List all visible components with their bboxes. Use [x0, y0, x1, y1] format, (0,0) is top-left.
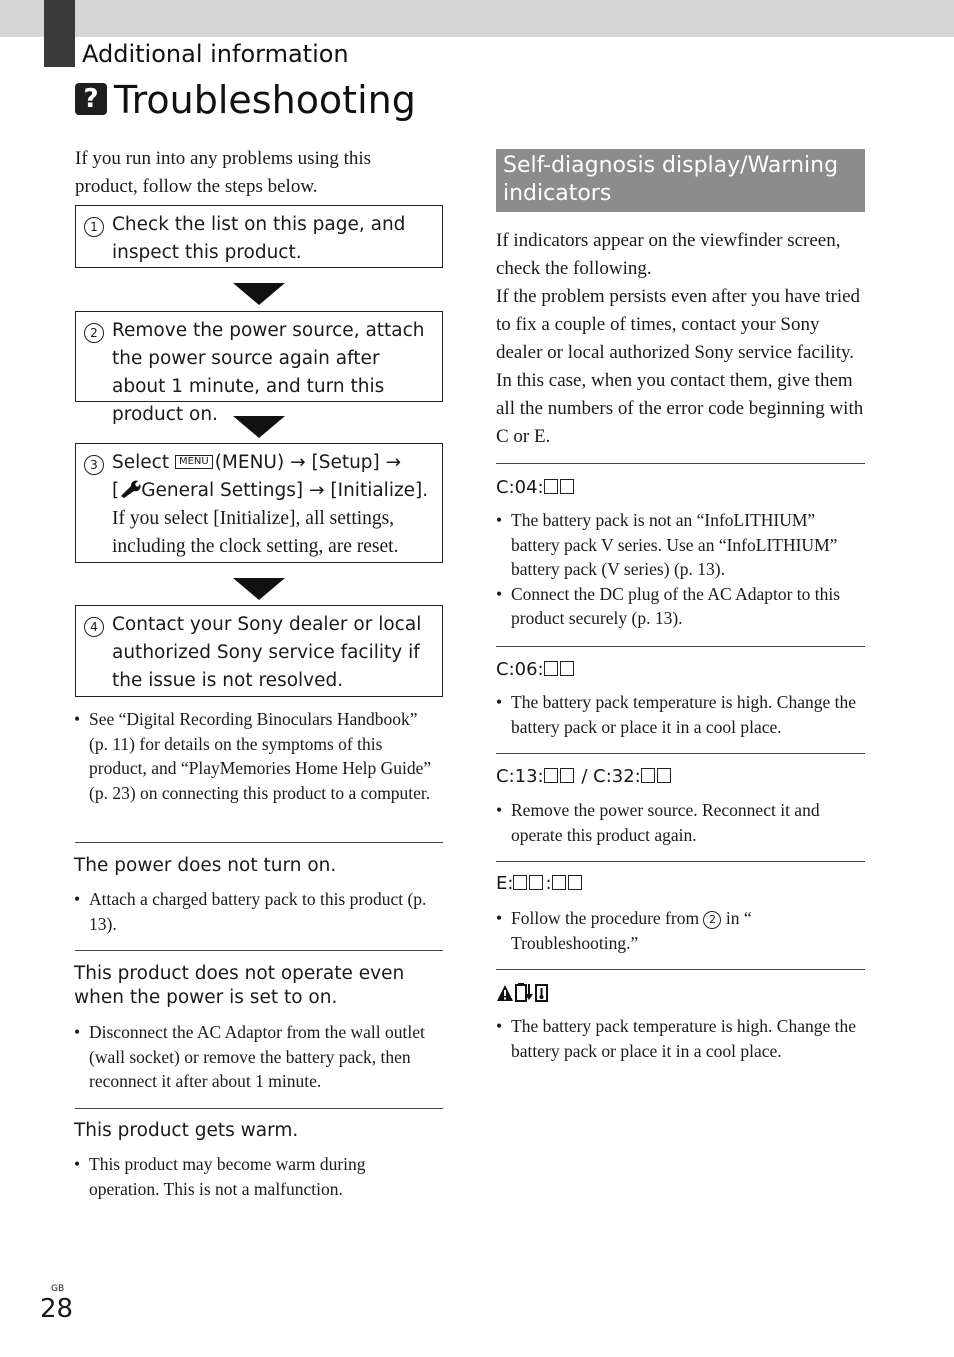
- step-number: 3: [84, 455, 104, 475]
- error-code-prefix: C:04:: [496, 477, 544, 498]
- digit-placeholder-icon: [544, 768, 558, 783]
- see-note-list: [74, 707, 434, 805]
- step-text: Contact your Sony dealer or local authorized Sony service facility if the issue is not resolved.: [112, 614, 422, 691]
- error-code-prefix: C:06:: [496, 659, 544, 680]
- list-item: • The battery pack temperature is high. Change the battery pack or place it in a cool place.: [496, 1014, 865, 1063]
- battery-temperature-warning-icon: [496, 982, 552, 1009]
- general-settings-label: General Settings]: [141, 480, 304, 501]
- divider: [75, 950, 443, 951]
- error-code-list: [496, 1014, 865, 1063]
- intro-text: If you run into any problems using this product, follow the steps below.: [75, 148, 372, 197]
- section-heading-box: [496, 149, 865, 212]
- divider: [75, 1108, 443, 1109]
- digit-placeholder-icon: [544, 661, 558, 676]
- digit-placeholder-icon: [544, 479, 558, 494]
- divider: [75, 842, 443, 843]
- procedure-text: Follow the procedure from: [511, 908, 700, 928]
- list-item: • The battery pack is not an “InfoLITHIUM” battery pack V series. Use an “InfoLITHIUM” battery pack (V series) (p. 13).: [496, 508, 865, 582]
- error-code-list: [496, 508, 865, 631]
- section-heading: Self-diagnosis display/Warning indicators: [503, 153, 839, 206]
- list-item: • Attach a charged battery pack to this product (p. 13).: [74, 887, 434, 936]
- step-3-box: [75, 443, 443, 563]
- problem-heading: This product does not operate even when the power is set to on.: [74, 963, 405, 1008]
- list-item: • Remove the power source. Reconnect it and operate this product again.: [496, 798, 865, 847]
- digit-placeholder-icon: [560, 768, 574, 783]
- error-code-prefix: C:13:: [496, 766, 544, 787]
- list-item: • The battery pack temperature is high. Change the battery pack or place it in a cool place.: [496, 690, 865, 739]
- divider: [496, 969, 865, 970]
- list-item: • This product may become warm during operation. This is not a malfunction.: [74, 1152, 404, 1201]
- initialize-label: [Initialize].: [330, 480, 429, 501]
- step-text: [112, 449, 436, 561]
- problem-list: [74, 1020, 434, 1094]
- digit-placeholder-icon: [513, 875, 527, 890]
- error-code-list: [496, 906, 865, 955]
- page-title: Troubleshooting: [114, 78, 416, 122]
- step-2-box: [75, 311, 443, 425]
- divider: [496, 646, 865, 647]
- arrow-right-icon: →: [290, 452, 306, 473]
- error-code-prefix: E:: [496, 873, 514, 894]
- digit-placeholder-icon: [560, 661, 574, 676]
- down-arrow-icon: [233, 416, 285, 438]
- procedure-text: in “ Troubleshooting.”: [511, 908, 752, 953]
- setup-label: [Setup]: [311, 452, 380, 473]
- header-bar: [0, 0, 954, 37]
- list-item: • Connect the DC plug of the AC Adaptor to this product securely (p. 13).: [496, 582, 865, 631]
- down-arrow-icon: [233, 578, 285, 600]
- down-arrow-icon: [233, 283, 285, 305]
- menu-label: (MENU): [214, 452, 285, 473]
- problem-list: [74, 1152, 404, 1201]
- problem-heading: This product gets warm.: [74, 1120, 299, 1141]
- code-separator: /: [575, 766, 594, 787]
- divider: [496, 463, 865, 464]
- divider: [496, 861, 865, 862]
- error-code: [496, 873, 584, 894]
- digit-placeholder-icon: [657, 768, 671, 783]
- code-separator: :: [545, 873, 552, 894]
- step-ref-number: 2: [703, 911, 721, 929]
- question-mark-icon: ?: [75, 83, 107, 115]
- step-text: Remove the power source, attach the power source again after about 1 minute, and turn this product on.: [112, 320, 425, 425]
- step-number: 4: [84, 617, 104, 637]
- section-tab-marker: [44, 0, 75, 67]
- list-item: • See “Digital Recording Binoculars Handbook” (p. 11) for details on the symptoms of this product, and “PlayMemories Home Help Guide” (p. 23) on connecting this product to a computer.: [74, 707, 434, 805]
- problem-heading: The power does not turn on.: [74, 855, 337, 876]
- wrench-icon: [119, 480, 141, 501]
- section-label: Additional information: [82, 40, 349, 68]
- digit-placeholder-icon: [641, 768, 655, 783]
- menu-key-icon: MENU: [175, 455, 213, 469]
- arrow-right-icon: →: [309, 480, 325, 501]
- digit-placeholder-icon: [560, 479, 574, 494]
- step-number: 1: [84, 217, 104, 237]
- arrow-right-icon: →: [385, 452, 402, 473]
- step-text: Check the list on this page, and inspect this product.: [112, 214, 406, 263]
- step-1-box: [75, 205, 443, 268]
- digit-placeholder-icon: [552, 875, 566, 890]
- page-number: 28: [40, 1294, 74, 1324]
- divider: [496, 753, 865, 754]
- step-3-note: If you select [Initialize], all settings, including the clock setting, are reset.: [112, 508, 399, 557]
- self-diag-intro: If indicators appear on the viewfinder screen, check the following. If the problem persists even after you have tried to fix a couple of times, contact your Sony dealer or local authorized Sony service facility. In this case, when you contact them, give them all the numbers of the error code beginning with C or E.: [496, 230, 864, 447]
- step-number: 2: [84, 323, 104, 343]
- problem-list: [74, 887, 434, 936]
- error-code-list: [496, 798, 865, 847]
- error-code: [496, 477, 576, 498]
- error-code: [496, 659, 576, 680]
- error-code-prefix: C:32:: [593, 766, 641, 787]
- digit-placeholder-icon: [568, 875, 582, 890]
- select-word: Select: [112, 452, 170, 473]
- digit-placeholder-icon: [529, 875, 543, 890]
- list-item: [496, 906, 865, 955]
- region-label: GB: [51, 1284, 65, 1294]
- step-4-box: [75, 605, 443, 697]
- bracket-open: [: [112, 480, 120, 501]
- list-item: • Disconnect the AC Adaptor from the wall outlet (wall socket) or remove the battery pack, then reconnect it after about 1 minute.: [74, 1020, 434, 1094]
- error-code: [496, 766, 673, 787]
- error-code-list: [496, 690, 865, 739]
